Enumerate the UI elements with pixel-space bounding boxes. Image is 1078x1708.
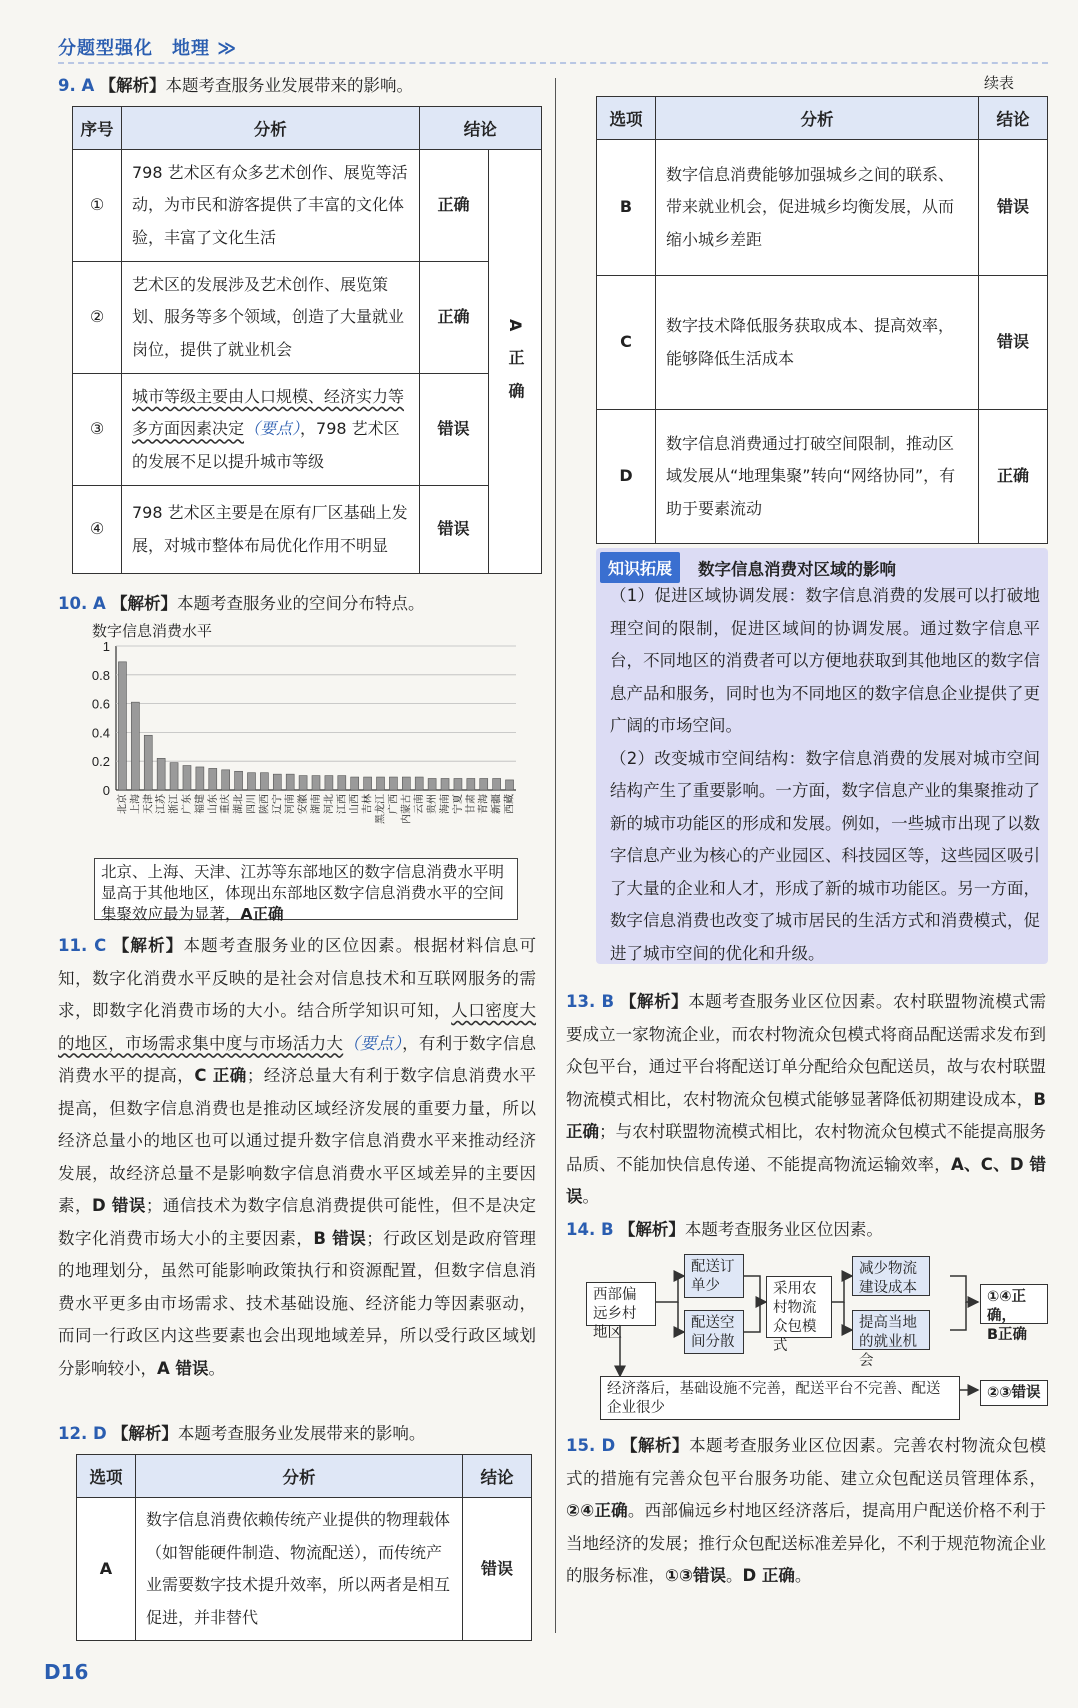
q9-row-text: 798 艺术区有众多艺术创作、展览等活动，为市民和游客提供了丰富的文化体验，丰富了文化生活 (122, 150, 420, 262)
chart-bar (441, 778, 449, 790)
column-divider (555, 78, 556, 1633)
q10-heading (58, 588, 548, 621)
chart-x-tick: 河南 (285, 794, 297, 814)
flow-arrow (950, 1276, 978, 1302)
q15-bold: ①③错误 (665, 1566, 726, 1585)
q9-row3-wavy: 城市等级主要由人口规模、经济实力等多方面因素决定 (132, 386, 405, 439)
chart-bar (247, 773, 255, 790)
chart-bar (415, 777, 423, 790)
chart-x-tick: 吉林 (362, 794, 374, 814)
q15-text: 。西部偏远乡村地区经济落后，提高用户配送价格不利于当地经济的发展；推行众包配送标准差异化，不利于规范物流企业的服务标准， (566, 1501, 1047, 1585)
q15-text: 。 (794, 1566, 812, 1585)
chart-x-tick: 陕西 (259, 794, 271, 814)
extension-tag: 知识拓展 (600, 552, 680, 583)
flow-result-correct-a: ①④正确， (987, 1289, 1027, 1324)
q15-bold: ②④正确 (566, 1501, 628, 1520)
chart-bar (131, 702, 139, 790)
chart-bar (222, 770, 230, 790)
chart-x-tick: 宁夏 (452, 794, 464, 814)
chart-x-tick: 黑龙江 (375, 794, 387, 824)
table-row (73, 374, 542, 486)
keypoint-label: （要点） (343, 1033, 403, 1053)
chart-bar (389, 777, 397, 790)
q12-tag: 【解析】 (111, 1424, 178, 1443)
chart-x-tick: 广西 (388, 794, 400, 814)
chart-bar (480, 778, 488, 790)
flow-region-box: 西部偏远乡村地区 (586, 1282, 656, 1326)
q15-number: 15. D (566, 1436, 616, 1455)
q12-row-verdict: 错误 (979, 276, 1048, 410)
q9-th-no: 序号 (73, 107, 122, 150)
q12-row-text: 数字信息消费通过打破空间限制，推动区域发展从“地理集聚”转向“网络协同”，有助于要素流动 (656, 410, 979, 544)
chart-y-tick: 1 (102, 639, 110, 654)
q13-text: 。 (582, 1187, 599, 1206)
chart-x-tick: 四川 (246, 794, 258, 814)
chart-bar (467, 778, 475, 790)
flow-cost-box: 减少物流建设成本 (852, 1256, 930, 1296)
q9-row-no: ① (73, 150, 122, 262)
q14-number: 14. B (566, 1220, 614, 1239)
q12-row-text: 数字信息消费能够加强城乡之间的联系、带来就业机会，促进城乡均衡发展，从而缩小城乡差距 (656, 140, 979, 276)
flow-result-correct-box (980, 1284, 1048, 1343)
chart-x-tick: 山东 (207, 794, 219, 814)
q14-heading (566, 1214, 1046, 1247)
chart-x-tick: 天津 (143, 794, 155, 814)
header-title: 分题型强化 地理 ≫ (58, 38, 238, 59)
chart-x-tick: 上海 (130, 794, 142, 814)
q11-bold: D 错误 (91, 1196, 146, 1215)
chart-x-tick: 西藏 (504, 794, 516, 814)
flow-dispersed-box: 配送空间分散 (684, 1310, 744, 1354)
q13-bold: A、C、D 错误 (566, 1154, 1046, 1206)
flow-arrow (844, 1302, 852, 1330)
chart-x-tick: 辽宁 (272, 794, 284, 814)
chart-bar (286, 774, 294, 790)
chart-bar (454, 778, 462, 790)
chart-title: 数字信息消费水平 (92, 623, 213, 640)
chart-bar (402, 777, 410, 790)
q9-row-no: ④ (73, 486, 122, 574)
chart-bar (493, 778, 501, 790)
q9-th-conclusion: 结论 (419, 107, 542, 150)
chart-x-tick: 广东 (181, 794, 193, 814)
q14-intro: 本题考查服务业区位因素。 (684, 1220, 883, 1239)
q10-tag: 【解析】 (111, 594, 177, 613)
chart-x-tick: 山西 (349, 794, 361, 814)
chart-x-tick: 新疆 (491, 794, 503, 814)
chart-x-tick: 贵州 (427, 794, 439, 814)
table-row (73, 150, 542, 262)
chart-x-tick: 江西 (336, 794, 348, 814)
chart-bar (364, 777, 372, 790)
chart-bar (235, 771, 243, 790)
chart-bar (157, 758, 165, 790)
q12-th-analysis: 分析 (656, 97, 979, 140)
flow-orders-box: 配送订单少 (684, 1254, 744, 1298)
q11-text: ；行政区划是政府管理的地理划分，虽然可能影响政策执行和资源配置，但数字信息消费水平更多由市场需求、技术基础设施、经济能力等因素驱动，而同一行政区内这些要素也会出现地域差异，所以受行政区域划分影响较小， (58, 1228, 537, 1378)
q12-row-text: 数字信息消费依赖传统产业提供的物理载体（如智能硬件制造、物流配送），而传统产业需要数字技术提升效率，所以两者是相互促进，并非替代 (136, 1498, 463, 1641)
chart-bar (312, 776, 320, 790)
q10-chart-note (94, 858, 518, 923)
flow-mode-box: 采用农村物流众包模式 (766, 1276, 832, 1338)
q11-text: 本题考查服务业的区位因素。根据材料信息可知，数字化消费水平反映的是社会对信息技术和互联网服务的需求，即数字化消费市场的大小。结合所学知识可知， (58, 936, 537, 1020)
q12-th-option: 选项 (77, 1455, 136, 1498)
chart-y-tick: 0.6 (91, 696, 110, 712)
q12-row-option: D (597, 410, 656, 544)
q9-row-verdict: 正确 (419, 150, 488, 262)
q12-th-option: 选项 (597, 97, 656, 140)
chart-bar (299, 776, 307, 790)
chart-y-tick: 0.2 (91, 754, 110, 770)
chart-x-tick: 北京 (117, 794, 129, 814)
q9-row-text: 艺术区的发展涉及艺术创作、展览策划、服务等多个领域，创造了大量就业岗位，提供了就业机会 (122, 262, 420, 374)
q12-row-option: C (597, 276, 656, 410)
q9-number: 9. A (58, 76, 95, 95)
q11-bold: B 错误 (313, 1228, 367, 1248)
q11-text: 。 (208, 1358, 226, 1378)
q13-text: 本题考查服务业区位因素。农村联盟物流模式需要成立一家物流企业，而农村物流众包模式将商品配送需求发布到众包平台，通过平台将配送订单分配给众包配送员，故与农村联盟物流模式相比，农村物流众包模式能够显著降低初期建设成本， (566, 992, 1047, 1109)
keypoint-label: （要点） (244, 419, 301, 439)
q9-row-verdict: 正确 (419, 262, 488, 374)
flow-arrow (744, 1276, 766, 1302)
chart-x-tick: 湖北 (233, 794, 245, 814)
q11-tag: 【解析】 (112, 936, 184, 955)
chart-x-tick: 江苏 (156, 794, 168, 814)
q15-paragraph (566, 1430, 1046, 1593)
q14-tag: 【解析】 (618, 1220, 685, 1239)
table-row (597, 410, 1048, 544)
chart-x-tick: 湖南 (311, 794, 322, 814)
flow-arrow (832, 1276, 852, 1302)
flow-backward-box: 经济落后，基础设施不完善，配送平台不完善、配送企业很少 (600, 1376, 960, 1420)
chart-bar (351, 777, 359, 790)
q9-row-text (122, 374, 420, 486)
table-row (597, 140, 1048, 276)
chart-x-tick: 安徽 (298, 794, 310, 814)
q12-row-verdict: 错误 (463, 1498, 532, 1641)
table-row (597, 276, 1048, 410)
chart-x-tick: 福建 (194, 794, 206, 814)
q11-bold: C 正确 (194, 1066, 247, 1085)
q12-table-a (76, 1454, 532, 1641)
q12-th-conclusion: 结论 (979, 97, 1048, 140)
q13-number: 13. B (566, 992, 615, 1011)
chart-x-tick: 甘肃 (465, 794, 477, 814)
q9-th-analysis: 分析 (122, 107, 420, 150)
chart-bar (377, 777, 385, 790)
q15-bold: D 正确 (742, 1566, 795, 1585)
chart-bar (196, 767, 204, 790)
table-row (73, 486, 542, 574)
table-row (73, 262, 542, 374)
chart-bar (325, 776, 333, 790)
chart-x-tick: 内蒙古 (401, 794, 413, 824)
q12-number: 12. D (58, 1424, 107, 1443)
q11-text: ，有利于数字信息消费水平的提高， (58, 1033, 537, 1085)
q12-row-option: A (77, 1498, 136, 1641)
q9-row-verdict: 错误 (419, 486, 488, 574)
extension-title: 数字信息消费对区域的影响 (698, 560, 896, 579)
chart-bar (209, 768, 217, 790)
q10-intro: 本题考查服务业的空间分布特点。 (177, 594, 425, 613)
q11-paragraph (58, 930, 536, 1385)
q9-intro: 本题考查服务业发展带来的影响。 (165, 76, 414, 95)
q10-bar-chart (80, 620, 530, 860)
q9-row-text: 798 艺术区主要是在原有厂区基础上发展，对城市整体布局优化作用不明显 (122, 486, 420, 574)
q12-row-option: B (597, 140, 656, 276)
chart-bar (118, 662, 126, 790)
flow-arrow (950, 1302, 966, 1330)
q15-text: 本题考查服务业区位因素。完善农村物流众包模式的措施有完善众包平台服务功能、建立众包配送员管理体系， (566, 1436, 1047, 1488)
header-divider (58, 62, 1048, 64)
q15-text: 。 (725, 1566, 743, 1585)
continued-label: 续表 (984, 74, 1015, 92)
q9-tag: 【解析】 (99, 76, 166, 95)
q9-row-verdict: 错误 (419, 374, 488, 486)
page-number: D16 (44, 1660, 89, 1684)
q9-final-verdict: A 正 确 (488, 150, 542, 574)
q11-bold: A 错误 (157, 1358, 209, 1378)
q9-heading (58, 70, 548, 103)
chart-x-tick: 浙江 (169, 794, 181, 814)
flow-result-wrong-box: ②③错误 (980, 1380, 1048, 1406)
chart-bar (428, 778, 436, 790)
chart-x-tick: 重庆 (220, 794, 232, 814)
chart-bar (260, 773, 268, 790)
q11-wavy: 人口密度大的地区，市场需求集中度与市场活力大 (58, 1001, 537, 1053)
chart-y-tick: 0.8 (91, 667, 110, 683)
chart-bar (183, 766, 191, 790)
chart-y-tick: 0 (102, 783, 110, 798)
q13-paragraph (566, 986, 1046, 1214)
extension-paragraph: （1）促进区域协调发展：数字信息消费的发展可以打破地理空间的限制，促进区域间的协调发展。通过数字信息平台，不同地区的消费者可以方便地获取到其他地区的数字信息产品和服务，同时也为不同地区的数字信息企业提供了更广阔的市场空间。 (610, 586, 1040, 735)
q10-note-bold: A正确 (240, 905, 284, 923)
chart-bar (170, 763, 178, 790)
chart-x-tick: 河北 (323, 794, 335, 814)
q12-row-verdict: 正确 (979, 410, 1048, 544)
q11-number: 11. C (58, 936, 107, 955)
q13-tag: 【解析】 (619, 992, 689, 1011)
q12-heading (58, 1418, 548, 1451)
flow-jobs-box: 提高当地的就业机会 (852, 1310, 930, 1350)
flow-arrow (656, 1276, 684, 1302)
chart-x-tick: 海南 (440, 794, 452, 814)
extension-paragraph: （2）改变城市空间结构：数字信息消费的发展对城市空间结构产生了重要影响。一方面，数字信息产业的集聚推动了新的城市功能区的形成和发展。例如，一些城市出现了以数字信息产业为核心的产业园区、科技园区等，这些园区吸引了大量的企业和人才，形成了新的城市功能区。另一方面，数字信息消费也改变了城市居民的生活方式和消费模式，促进了城市空间的优化和升级。 (610, 748, 1040, 963)
chart-bar (338, 776, 346, 790)
chart-bar (506, 780, 514, 790)
chart-y-tick: 0.4 (91, 725, 110, 741)
table-row (77, 1498, 532, 1641)
flow-result-correct-b: B正确 (987, 1327, 1028, 1343)
flow-arrow (744, 1302, 760, 1332)
chart-x-tick: 青海 (478, 794, 490, 814)
q9-row-no: ③ (73, 374, 122, 486)
chart-bar (144, 735, 152, 790)
q13-text: ；与农村联盟物流模式相比，农村物流众包模式不能提高服务品质、不能加快信息传递、不能提高物流运输效率， (566, 1122, 1047, 1174)
q9-row-no: ② (73, 262, 122, 374)
q11-text: ；经济总量大有利于数字信息消费水平提高，但数字信息消费也是推动区域经济发展的重要力量，所以经济总量小的地区也可以通过提升数字信息消费水平来推动经济发展，故经济总量不是影响数字信息消费水平区域差异的主要因素， (58, 1066, 537, 1215)
q9-row3-rest: ，798 艺术区的发展不足以提升城市等级 (132, 419, 400, 471)
q12-row-verdict: 错误 (979, 140, 1048, 276)
q11-text: ；通信技术为数字信息消费提供可能性，但不是决定数字化消费市场大小的主要因素， (58, 1196, 536, 1248)
q12-table-continued (596, 96, 1048, 544)
chart-bar (273, 774, 281, 790)
q12-row-text: 数字技术降低服务获取成本、提高效率，能够降低生活成本 (656, 276, 979, 410)
q10-number: 10. A (58, 594, 106, 613)
q12-th-analysis: 分析 (136, 1455, 463, 1498)
q15-tag: 【解析】 (620, 1436, 690, 1455)
q12-th-conclusion: 结论 (463, 1455, 532, 1498)
q10-note-text: 北京、上海、天津、江苏等东部地区的数字信息消费水平明显高于其他地区，体现出东部地区数字信息消费水平的空间集聚效应最为显著， (101, 863, 505, 923)
chart-x-tick: 云南 (414, 794, 426, 814)
q9-table (72, 106, 542, 574)
extension-body (610, 580, 1040, 970)
q13-bold: B 正确 (566, 1089, 1046, 1141)
q12-intro: 本题考查服务业发展带来的影响。 (177, 1424, 426, 1443)
